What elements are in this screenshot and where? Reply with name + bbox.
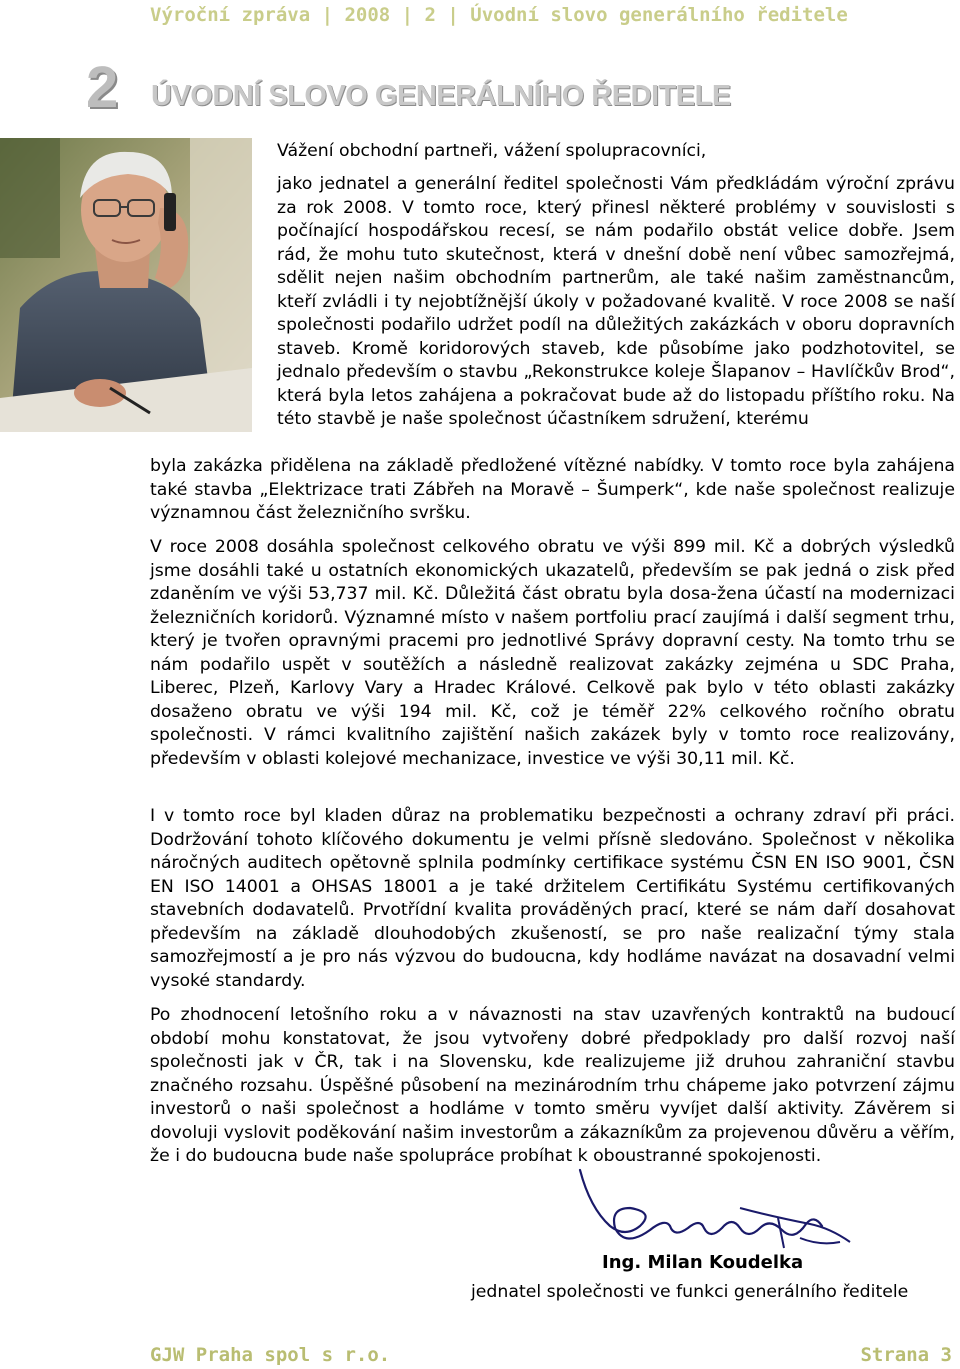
footer-page-number: Strana 3 <box>860 1344 952 1366</box>
running-head: Výroční zpráva | 2008 | 2 | Úvodní slovo generálního ředitele <box>150 4 848 26</box>
director-portrait <box>0 138 252 432</box>
footer-company: GJW Praha spol s r.o. <box>150 1344 391 1366</box>
paragraph-safety-quality: I v tomto roce byl kladen důraz na problematiku bezpečnosti a ochrany zdraví při práci. Dodržování tohoto klíčového dokumentu je velmi přísně sledováno. Společnost v několika náročných auditech opětovně splnila podmínky certifikace systému ČSN EN ISO 9001, ČSN EN ISO 14001 a OHSAS 18001 a je také držitelem Certifikátu Systému certifikovaných stavebních dodavatelů. Prvotřídní kvalita prováděných prací, které se nám daří dosahovat především na základě dlouhodobých zkušeností, se pro naše realizační týmy stala samozřejmostí a je pro nás výzvou do budoucna, kdy hodláme navázat na dosavadní velmi vysoké standardy. <box>150 806 955 991</box>
signer-name: Ing. Milan Koudelka <box>602 1252 804 1273</box>
paragraph-intro-upper: jako jednatel a generální ředitel společnosti Vám předkládám výroční zprávu za rok 2008. V tomto roce, který přinesl některé problémy v souvislosti s počínající hospodářskou recesí, se nám podařilo obstát velice dobře. Jsem rád, že mohu tuto skutečnost, která v dnešní době není vůbec samozřejmá, sdělit nejen našim obchodním partnerům, ale také našim zaměstnancům, kteří zvládli i ty nejobtížnější úkoly v požadované kvalitě. V roce 2008 se naší společnosti podařilo udržet podíl na důležitých zakázkách v oboru dopravních staveb. Kromě koridorových staveb, kde působíme jako podzhotovitel, se jednalo především o stavbu „Rekonstrukce koleje Šlapanov – Havlíčkův Brod“, která byla letos zahájena a pokračovat bude až do listopadu příštího roku. Na této stavbě je naše společnost účastníkem sdružení, kterému <box>277 174 955 429</box>
paragraph-intro-lower: byla zakázka přidělena na základě předložené vítězné nabídky. V tomto roce byla zahájena také stavba „Elektrizace trati Zábřeh na Moravě – Šumperk“, kde naše společnost realizuje významnou část železničního svršku. <box>150 456 955 523</box>
paragraph-financial-results: V roce 2008 dosáhla společnost celkového obratu ve výši 899 mil. Kč a dobrých výsledků jsme dosáhli také u ostatních ekonomických ukazatelů, především se pak jedná o zisk před zdaněním ve výši 53,737 mil. Kč. Důležitá část obratu byla dosa-žena účastí na modernizaci železničních koridorů. Významné místo v našem portfoliu prací zaujímá i další segment trhu, který je tvořen opravnými pracemi pro jednotlivé Správy dopravní cesty. Na tomto trhu se nám podařilo uspět v soutěžích a následně realizovat zakázky zejména u SDC Praha, Liberec, Plzeň, Karlovy Vary a Hradec Králové. Celkově pak bylo v této oblasti zakázky dosaženo obratu ve výši 194 mil. Kč, což je téměř 22% celkového ročního obratu společnosti. V rámci kvalitního zajištění našich zakázek byly v tomto roce realizovány, především v oblasti kolejové mechanizace, investice ve výši 30,11 mil. Kč. <box>150 537 955 769</box>
chapter-title: ÚVODNÍ SLOVO GENERÁLNÍHO ŘEDITELE <box>151 80 731 112</box>
salutation: Vážení obchodní partneři, vážení spolupracovníci, <box>277 141 707 161</box>
paragraph-outlook: Po zhodnocení letošního roku a v návaznosti na stav uzavřených kontraktů na budoucí období mohu konstatovat, že jsou vytvořeny dobré předpoklady pro další rozvoj naší společnosti jak v ČR, tak i na Slovensku, kde realizujeme již druhou zahraniční stavbu značného rozsahu. Úspěšné působení na mezinárodním trhu chápeme jako potvrzení zájmu investorů o naši společnost a hodláme v tomto směru vyvíjet další aktivity. Závěrem si dovoluji vyslovit poděkování našim investorům a zákazníkům za projevenou důvěru a věřím, že i do budoucna bude naše spolupráce probíhat k oboustranné spokojenosti. <box>150 1005 955 1166</box>
signer-role: jednatel společnosti ve funkci generálního ředitele <box>471 1282 909 1302</box>
chapter-number: 2 <box>86 55 117 120</box>
